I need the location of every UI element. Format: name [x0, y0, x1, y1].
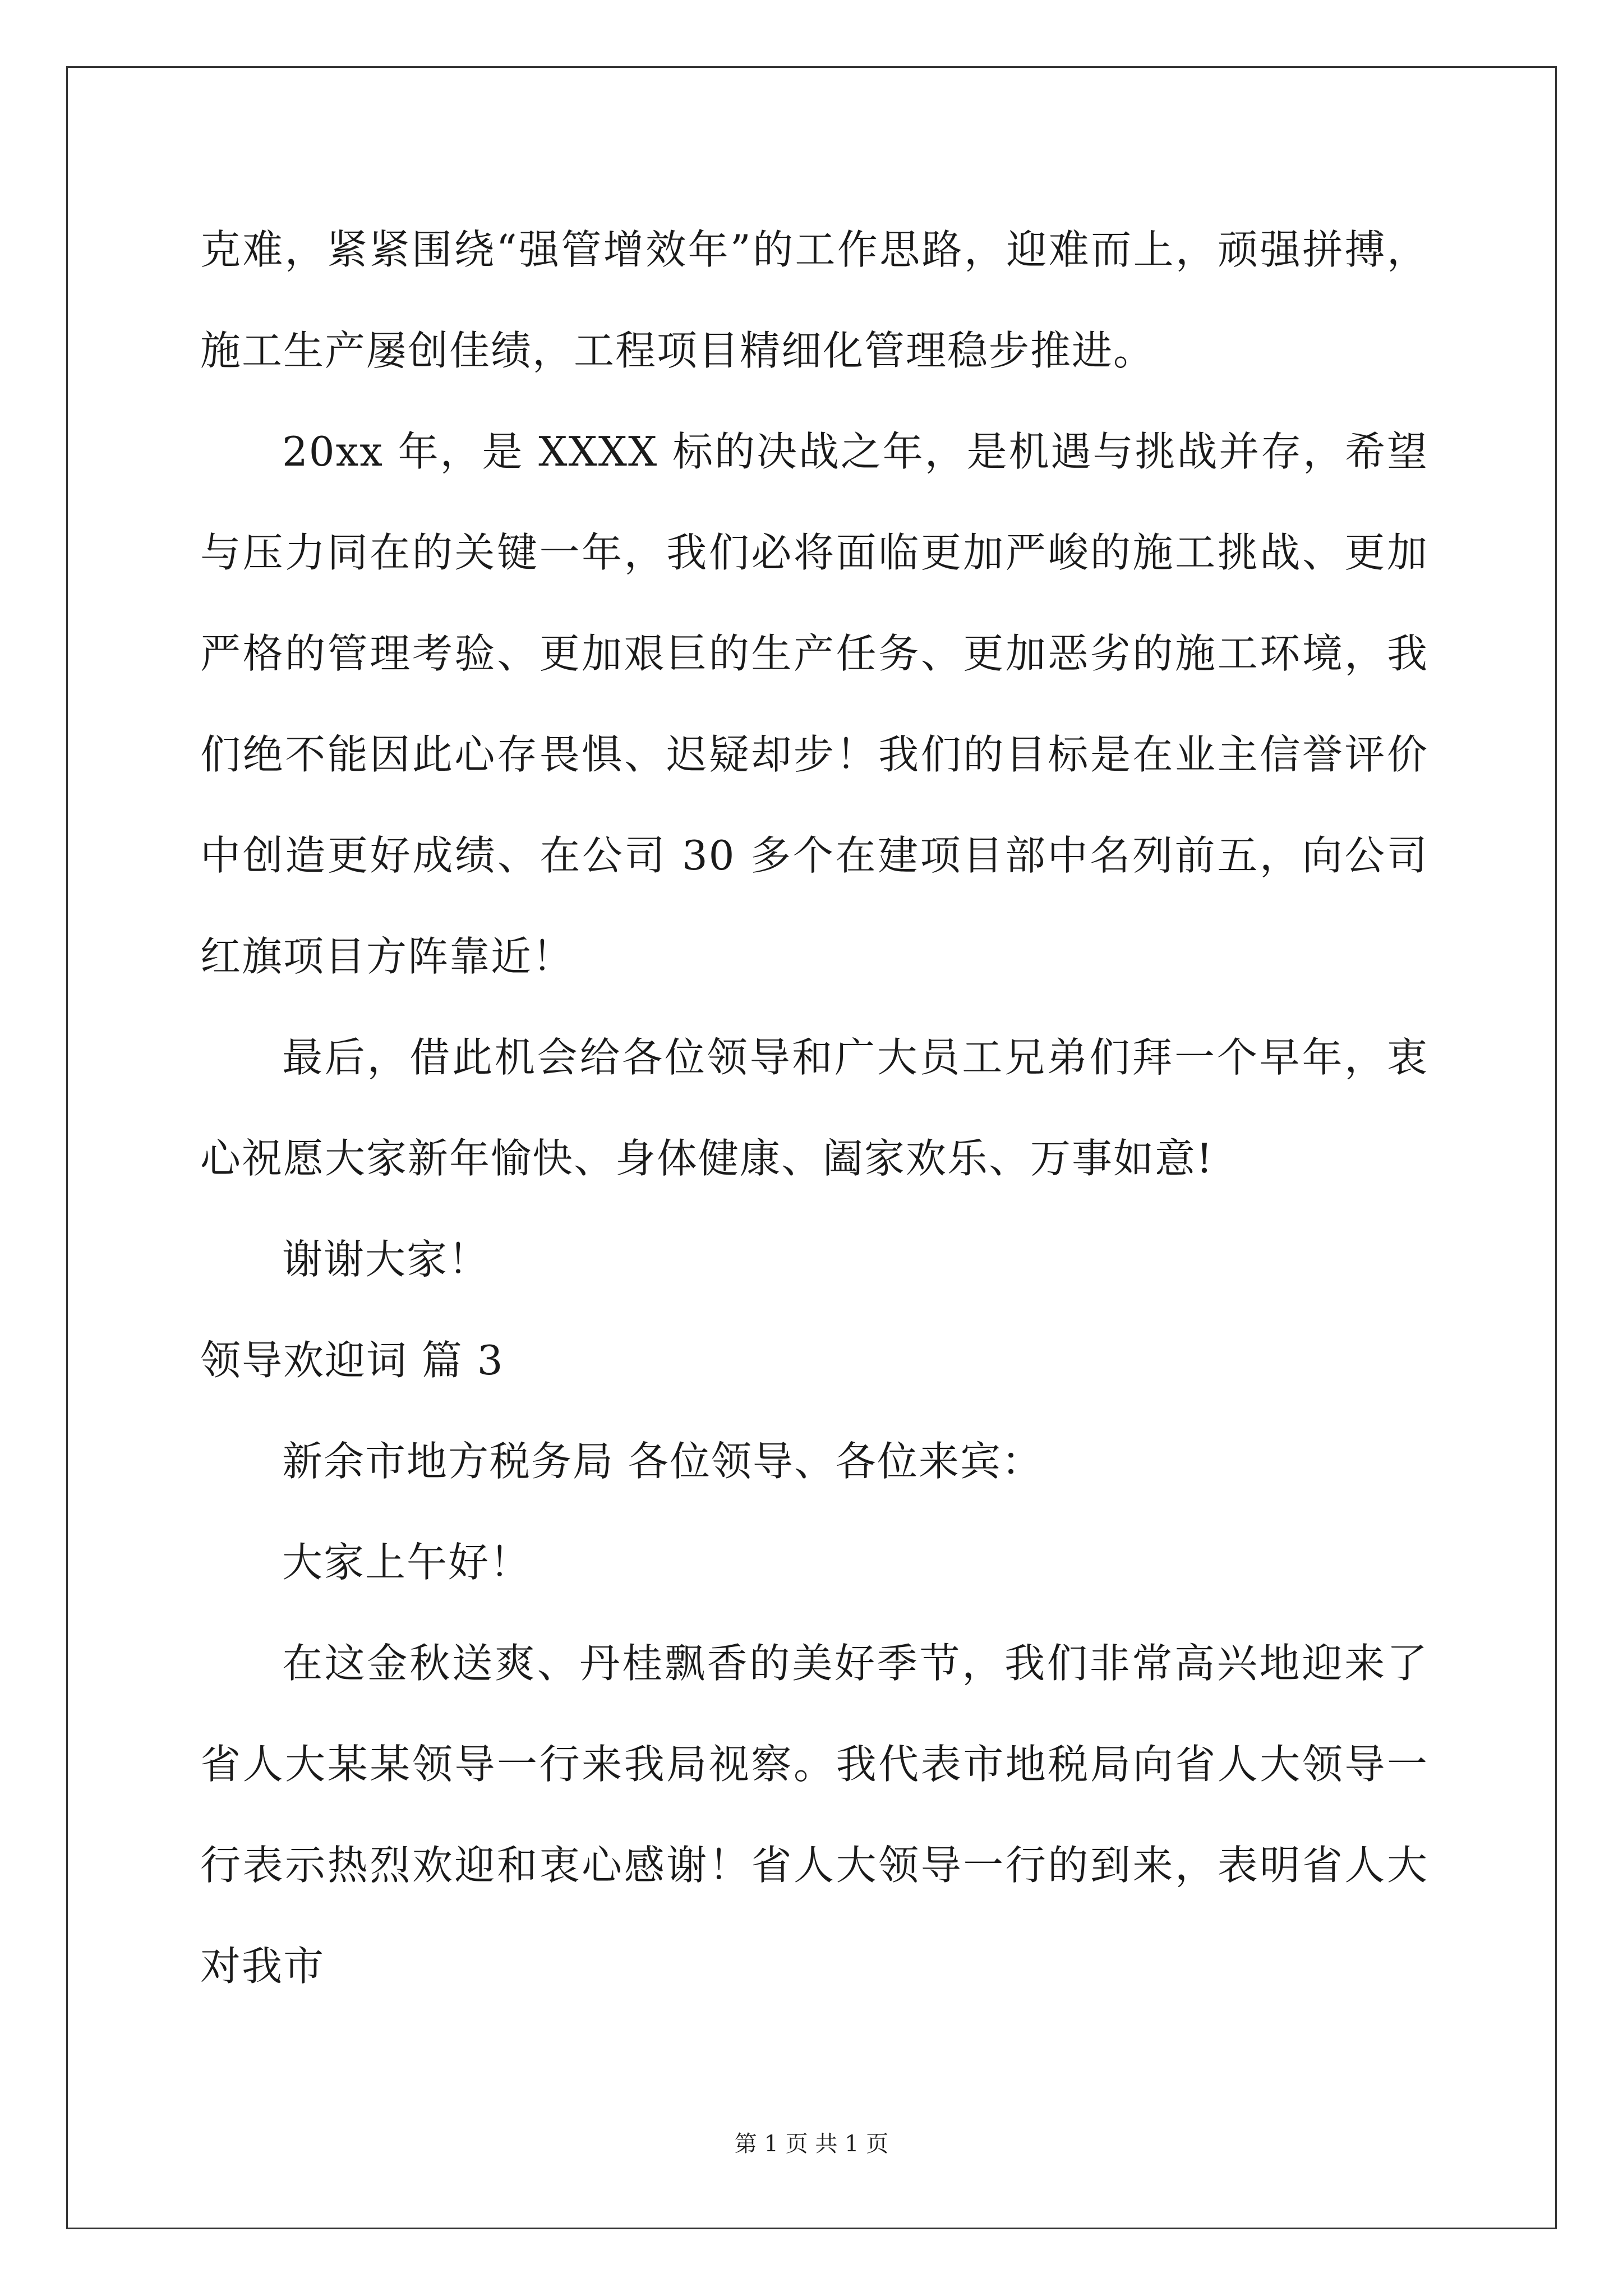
paragraph-good-morning: 大家上午好！	[282, 1539, 532, 1586]
paragraph-thanks: 谢谢大家！	[282, 1236, 490, 1283]
paragraph-salutation: 新余市地方税务局 各位领导、各位来宾：	[282, 1438, 1043, 1485]
paragraph-continuation: 克难，紧紧围绕“强管增效年”的工作思路，迎难而上，顽强拼搏，施工生产屡创佳绩，工程项目精细化管理稳步推进。	[200, 226, 1428, 374]
paragraph-goals: 20xx 年，是 XXXX 标的决战之年，是机遇与挑战并存，希望与压力同在的关键一年，我们必将面临更加严峻的施工挑战、更加严格的管理考验、更加艰巨的生产任务、更加恶劣的施工环境，我们绝不能因此心存畏惧、迟疑却步！我们的目标是在业主信誉评价中创造更好成绩、在公司 30 多个在建项目部中名列前五，向公司红旗项目方阵靠近！	[200, 428, 1428, 980]
section-heading: 领导欢迎词 篇 3	[200, 1337, 504, 1384]
page-footer: 第 1 页 共 1 页	[734, 2131, 889, 2157]
paragraph-welcome: 在这金秋送爽、丹桂飘香的美好季节，我们非常高兴地迎来了省人大某某领导一行来我局视察。我代表市地税局向省人大领导一行表示热烈欢迎和衷心感谢！省人大领导一行的到来，表明省人大对我市	[200, 1640, 1428, 1990]
paragraph-greetings: 最后，借此机会给各位领导和广大员工兄弟们拜一个早年，衷心祝愿大家新年愉快、身体健康、阖家欢乐、万事如意!	[200, 1034, 1428, 1182]
document-body	[200, 199, 1428, 2017]
